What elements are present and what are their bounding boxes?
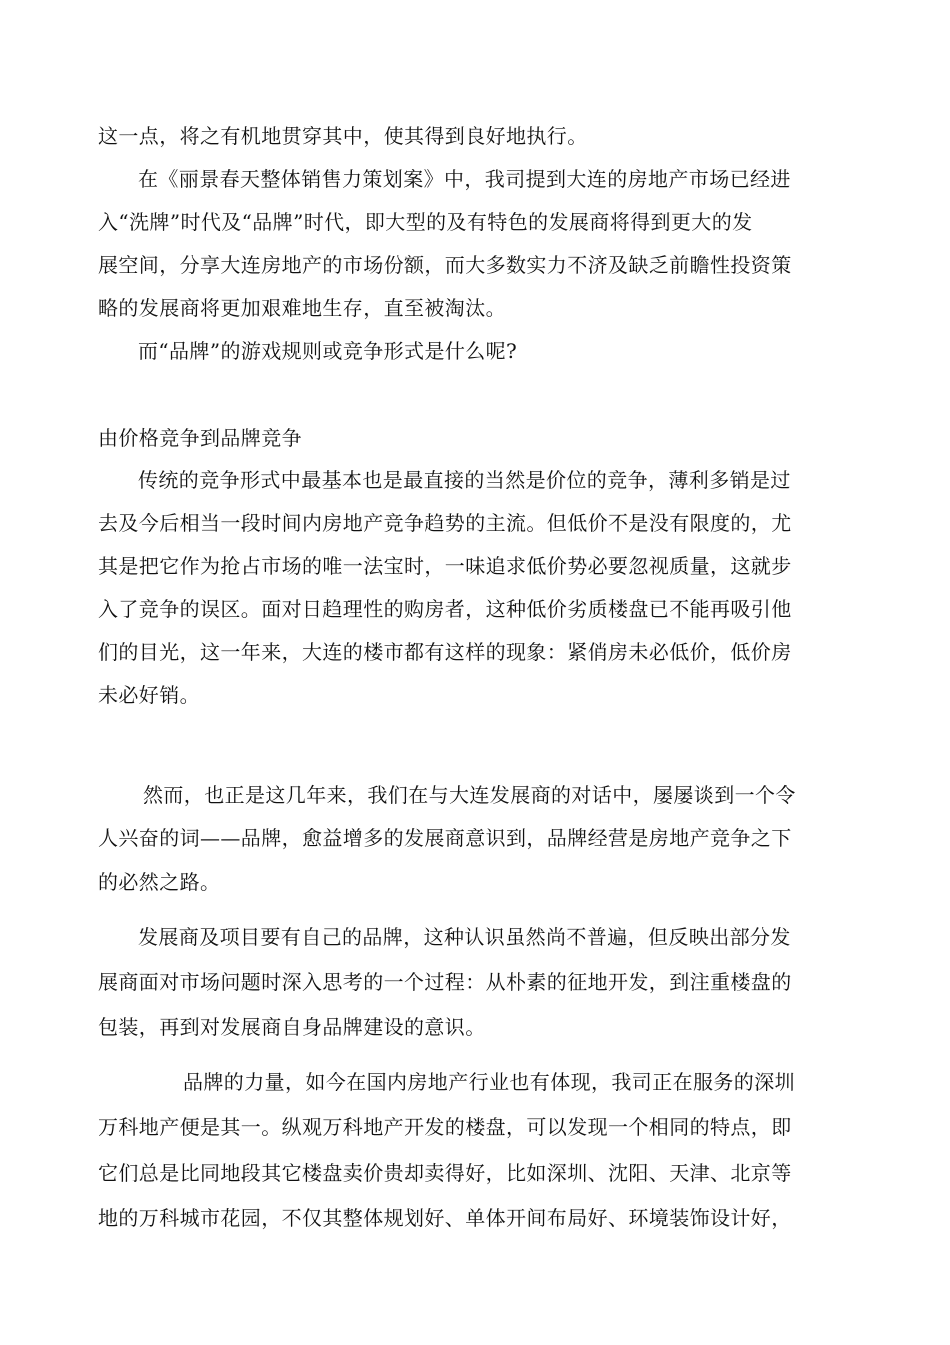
paragraph-line: 展商面对市场问题时深入思考的一个过程：从朴素的征地开发，到注重楼盘的	[98, 970, 792, 994]
paragraph-line: 它们总是比同地段其它楼盘卖价贵却卖得好，比如深圳、沈阳、天津、北京等	[98, 1161, 792, 1185]
paragraph-line: 在《丽景春天整体销售力策划案》中，我司提到大连的房地产市场已经进	[138, 167, 791, 191]
paragraph-line: 发展商及项目要有自己的品牌，这种认识虽然尚不普遍，但反映出部分发	[138, 925, 791, 949]
paragraph-line: 略的发展商将更加艰难地生存，直至被淘汰。	[98, 296, 506, 320]
paragraph-line: 们的目光，这一年来，大连的楼市都有这样的现象：紧俏房未必低价，低价房	[98, 640, 792, 664]
paragraph-line: 然而，也正是这几年来，我们在与大连发展商的对话中，屡屡谈到一个令	[143, 783, 796, 807]
paragraph-line: 其是把它作为抢占市场的唯一法宝时，一味追求低价势必要忽视质量，这就步	[98, 554, 792, 578]
paragraph-line: 未必好销。	[98, 683, 200, 707]
paragraph-line: 的必然之路。	[98, 870, 221, 894]
paragraph-line: 入“洗牌”时代及“品牌”时代，即大型的及有特色的发展商将得到更大的发	[98, 210, 753, 234]
paragraph-line: 而“品牌”的游戏规则或竞争形式是什么呢?	[138, 339, 518, 363]
paragraph-line: 万科地产便是其一。纵观万科地产开发的楼盘，可以发现一个相同的特点，即	[98, 1115, 792, 1139]
paragraph-line: 入了竞争的误区。面对日趋理性的购房者，这种低价劣质楼盘已不能再吸引他	[98, 597, 792, 621]
paragraph-line: 传统的竞争形式中最基本也是最直接的当然是价位的竞争，薄利多销是过	[138, 468, 791, 492]
section-heading: 由价格竞争到品牌竞争	[98, 426, 302, 450]
paragraph-line: 去及今后相当一段时间内房地产竞争趋势的主流。但低价不是没有限度的，尤	[98, 511, 792, 535]
paragraph-line: 地的万科城市花园，不仅其整体规划好、单体开间布局好、环境装饰设计好，	[98, 1206, 792, 1230]
paragraph-line: 展空间，分享大连房地产的市场份额，而大多数实力不济及缺乏前瞻性投资策	[98, 253, 792, 277]
paragraph-line: 品牌的力量，如今在国内房地产行业也有体现，我司正在服务的深圳	[183, 1070, 795, 1094]
paragraph-line: 包装，再到对发展商自身品牌建设的意识。	[98, 1015, 486, 1039]
paragraph-line: 人兴奋的词——品牌，愈益增多的发展商意识到，品牌经营是房地产竞争之下	[98, 826, 792, 850]
paragraph-line: 这一点，将之有机地贯穿其中，使其得到良好地执行。	[98, 124, 588, 148]
